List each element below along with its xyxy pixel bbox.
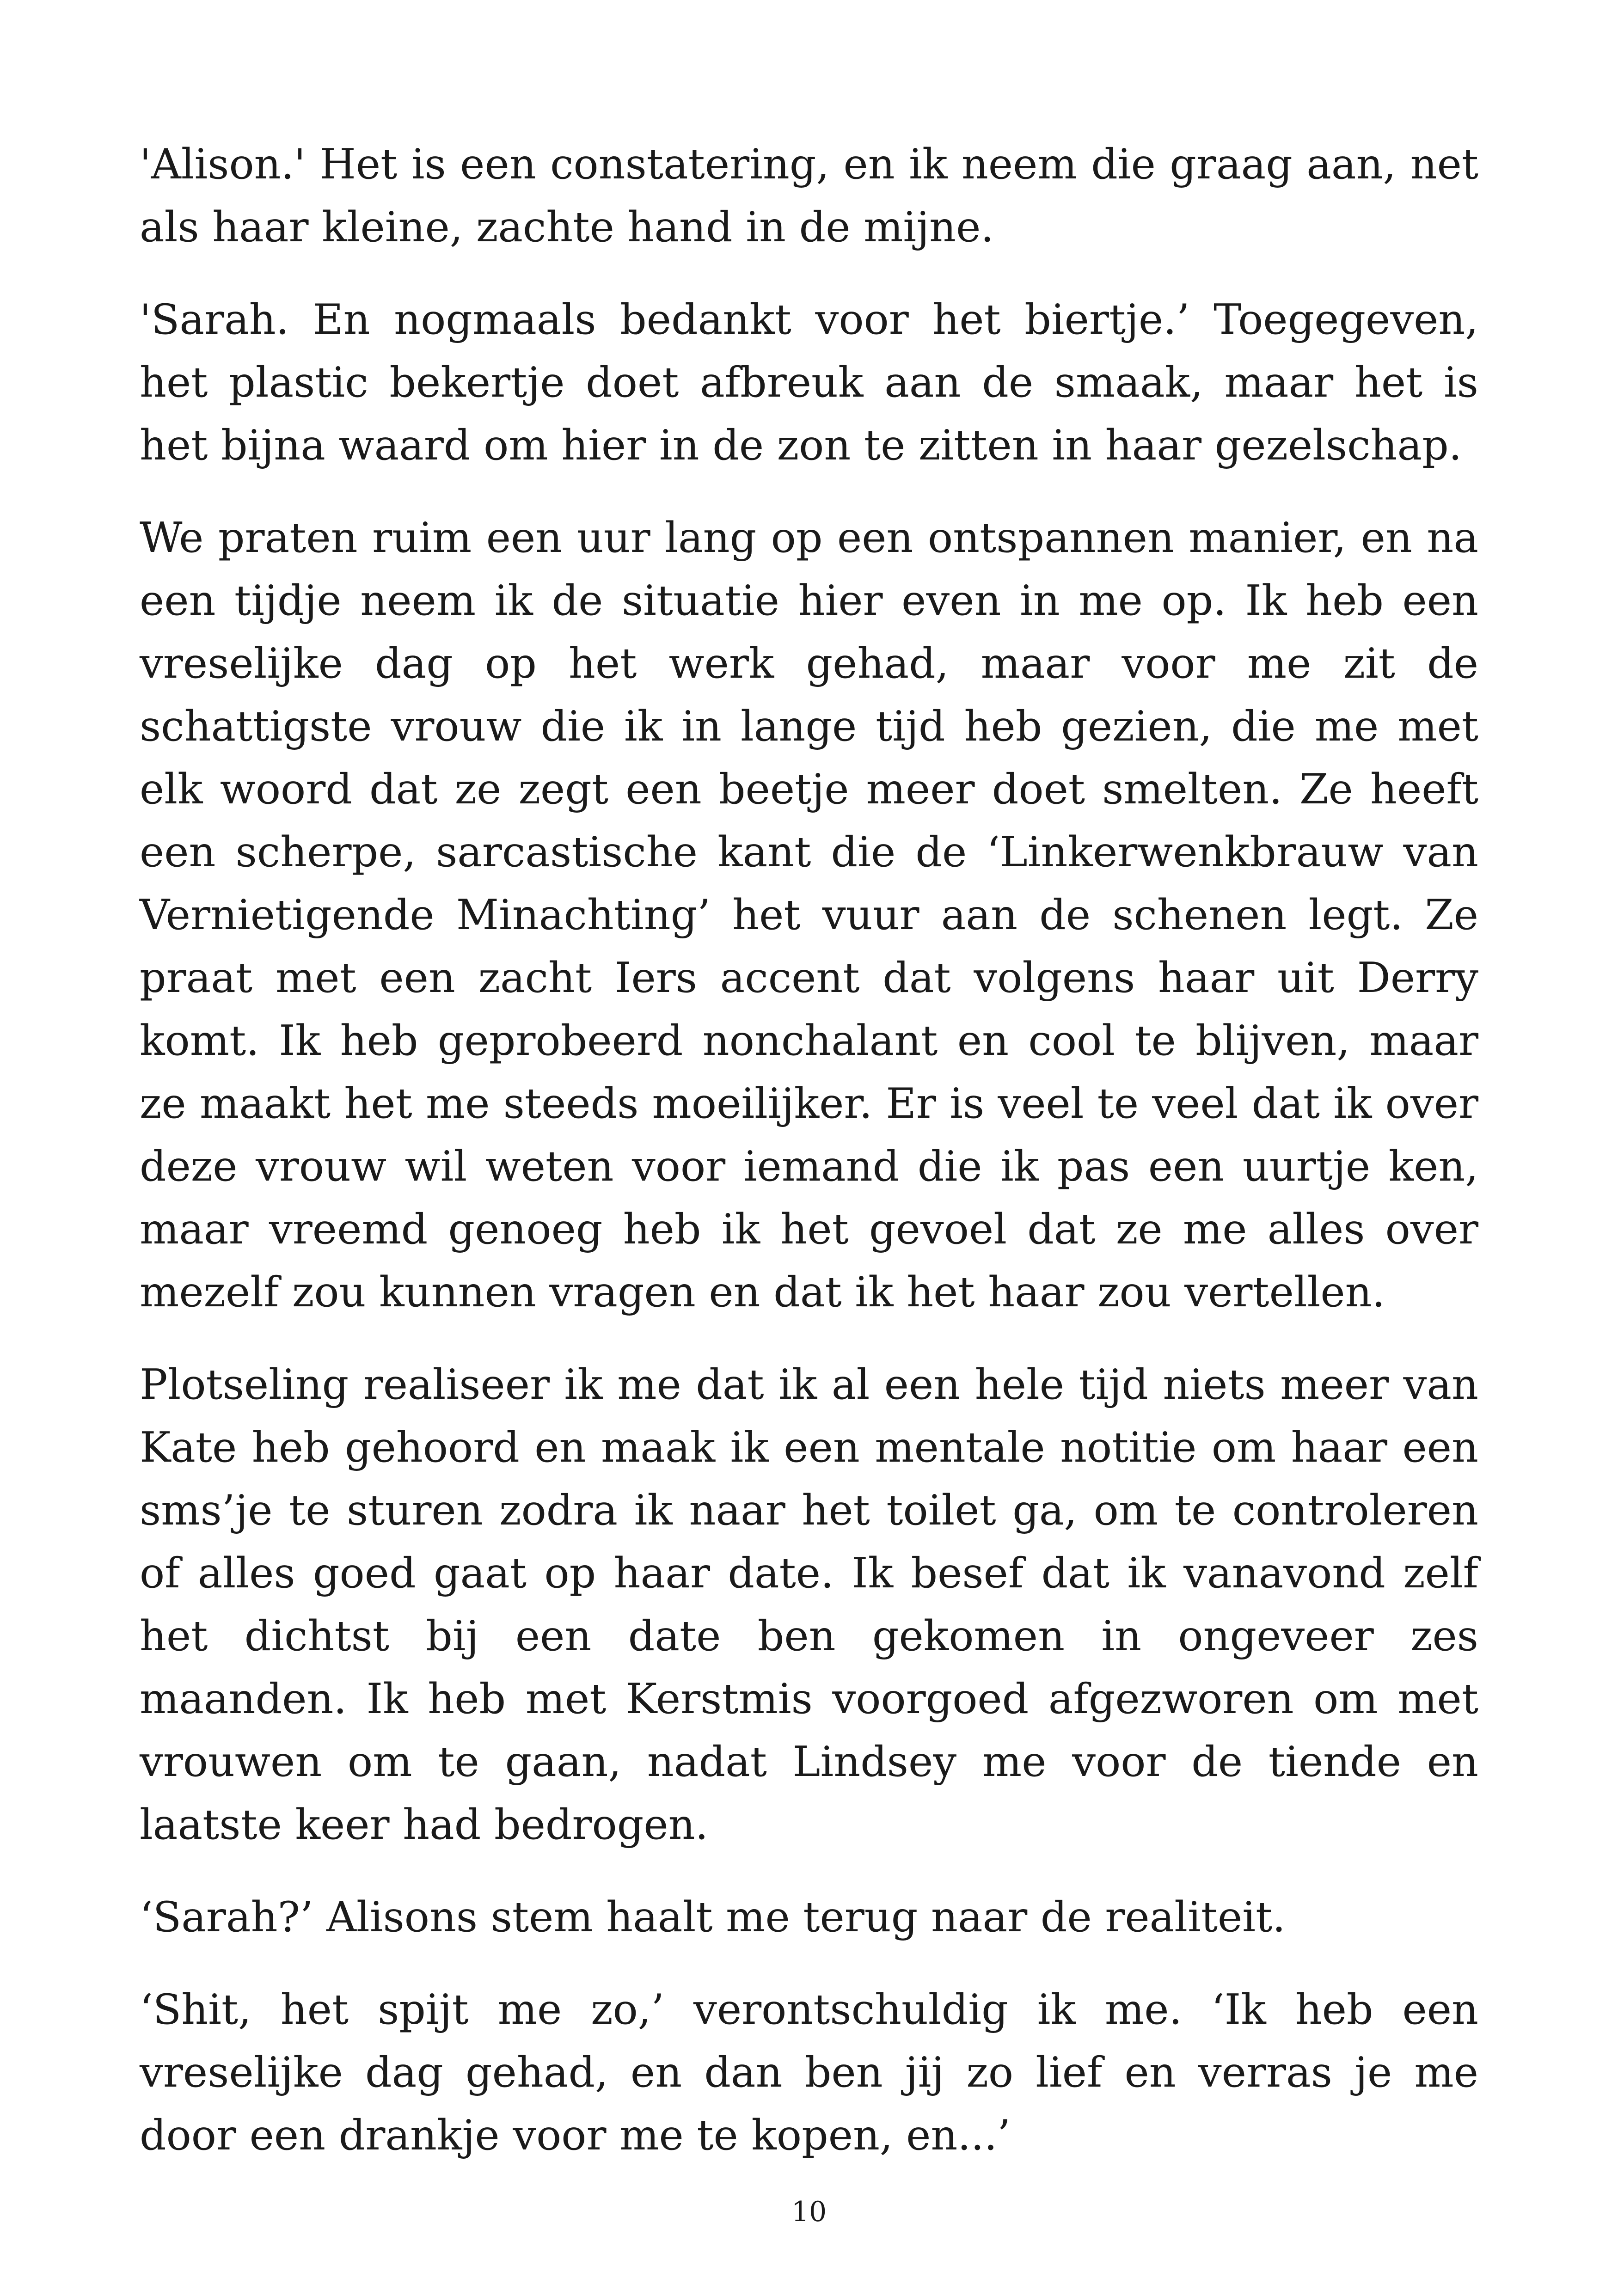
paragraph-5: ‘Sarah?’ Alisons stem haalt me terug naar de realiteit.: [140, 1893, 1286, 1941]
paragraph-3: We praten ruim een uur lang op een ontspannen manier, en na een tijdje neem ik de situatie hier even in me op. Ik heb een vreselijke dag op het werk gehad, maar voor me zit de schattigste vrouw die ik in lange tijd heb gezien, die me met elk woord dat ze zegt een beetje meer doet smelten. Ze heeft een scherpe, sarcastische kant die de ‘Linkerwenkbrauw van Vernietigende Minachting’ het vuur aan de schenen legt. Ze praat met een zacht Iers accent dat volgens haar uit Derry komt. Ik heb geprobeerd nonchalant en cool te blijven, maar ze maakt het me steeds moeilijker. Er is veel te veel dat ik over deze vrouw wil weten voor iemand die ik pas een uurtje ken, maar vreemd genoeg heb ik het gevoel dat ze me alles over mezelf zou kunnen vragen en dat ik het haar zou vertellen.: [140, 514, 1478, 1316]
paragraph-1: 'Alison.' Het is een constatering, en ik neem die graag aan, net als haar kleine, zachte hand in de mijne.: [140, 140, 1478, 251]
page-number: 10: [791, 2196, 827, 2228]
body-text: [140, 133, 1478, 2197]
paragraph-6: ‘Shit, het spijt me zo,’ verontschuldig ik me. ‘Ik heb een vreselijke dag gehad, en dan ben jij zo lief en verras je me door een drankje voor me te kopen, en...’: [140, 1985, 1478, 2160]
paragraph-2: 'Sarah. En nogmaals bedankt voor het biertje.’ Toegegeven, het plastic bekertje doet afbreuk aan de smaak, maar het is het bijna waard om hier in de zon te zitten in haar gezelschap.: [140, 295, 1478, 470]
paragraph-4: Plotseling realiseer ik me dat ik al een hele tijd niets meer van Kate heb gehoord en maak ik een mentale notitie om haar een sms’je te sturen zodra ik naar het toilet ga, om te controleren of alles goed gaat op haar date. Ik besef dat ik vanavond zelf het dichtst bij een date ben gekomen in ongeveer zes maanden. Ik heb met Kerstmis voorgoed afgezworen om met vrouwen om te gaan, nadat Lindsey me voor de tiende en laatste keer had bedrogen.: [140, 1360, 1478, 1849]
